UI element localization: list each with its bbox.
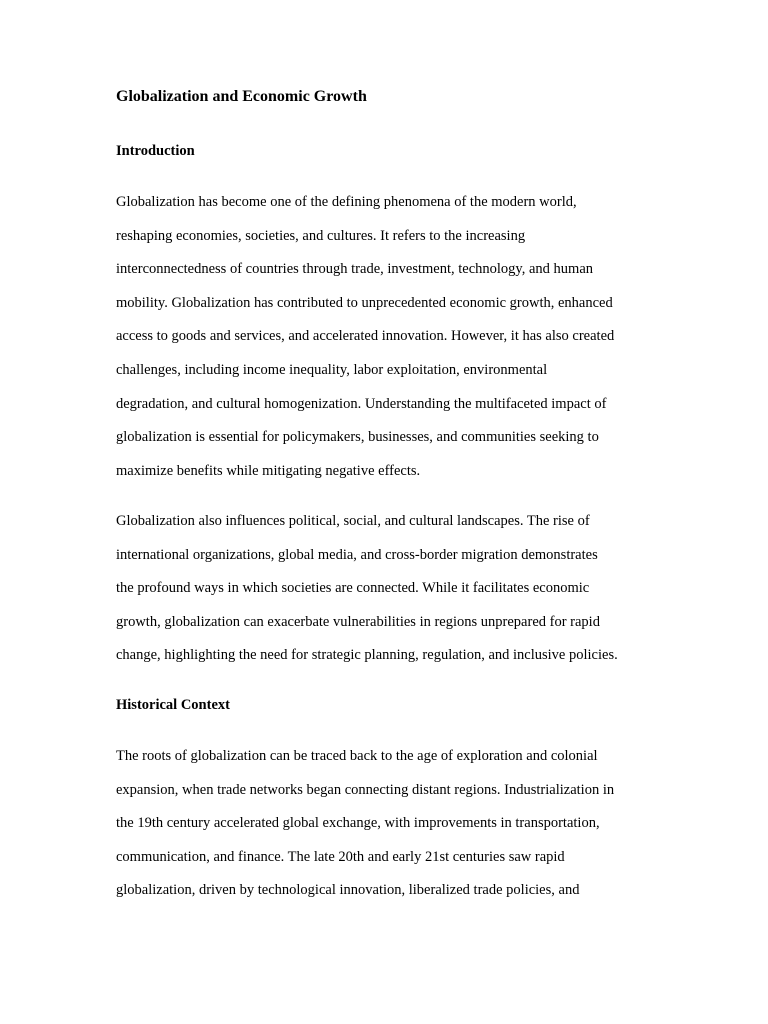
paragraph-line: communication, and finance. The late 20th and early 21st centuries saw rapid (116, 848, 565, 865)
section-heading-introduction: Introduction (116, 143, 195, 159)
paragraph-line: international organizations, global media, and cross-border migration demonstrates (116, 546, 598, 563)
paragraph-line: access to goods and services, and accelerated innovation. However, it has also created (116, 328, 615, 345)
paragraph-line: change, highlighting the need for strategic planning, regulation, and inclusive policies. (116, 647, 618, 664)
paragraph-line: mobility. Globalization has contributed to unprecedented economic growth, enhanced (116, 294, 613, 311)
paragraph-line: the 19th century accelerated global exchange, with improvements in transportation, (116, 815, 600, 832)
paragraph-line: The roots of globalization can be traced back to the age of exploration and colonial (116, 748, 598, 764)
paragraph-line: maximize benefits while mitigating negative effects. (116, 462, 421, 479)
paragraph-line: expansion, when trade networks began connecting distant regions. Industrialization in (116, 781, 615, 798)
paragraph-line: Globalization also influences political, social, and cultural landscapes. The rise of (116, 513, 590, 529)
paragraph-line: challenges, including income inequality, labor exploitation, environmental (116, 361, 548, 378)
paragraph-historical-context-1 (116, 747, 676, 915)
section-heading-historical-context: Historical Context (116, 697, 230, 713)
paragraph-line: interconnectedness of countries through trade, investment, technology, and human (116, 261, 594, 278)
paragraph-introduction-2 (116, 512, 676, 680)
paragraph-line: the profound ways in which societies are connected. While it facilitates economic (116, 580, 590, 597)
document-title: Globalization and Economic Growth (116, 88, 367, 105)
paragraph-line: reshaping economies, societies, and cultures. It refers to the increasing (116, 227, 526, 244)
paragraph-line: degradation, and cultural homogenization. Understanding the multifaceted impact of (116, 395, 607, 412)
paragraph-line: growth, globalization can exacerbate vulnerabilities in regions unprepared for rapid (116, 613, 600, 630)
paragraph-line: Globalization has become one of the defining phenomena of the modern world, (116, 194, 577, 210)
paragraph-introduction-1 (116, 193, 676, 495)
paragraph-line: globalization, driven by technological innovation, liberalized trade policies, and (116, 882, 580, 899)
paragraph-line: globalization is essential for policymakers, businesses, and communities seeking to (116, 429, 599, 446)
